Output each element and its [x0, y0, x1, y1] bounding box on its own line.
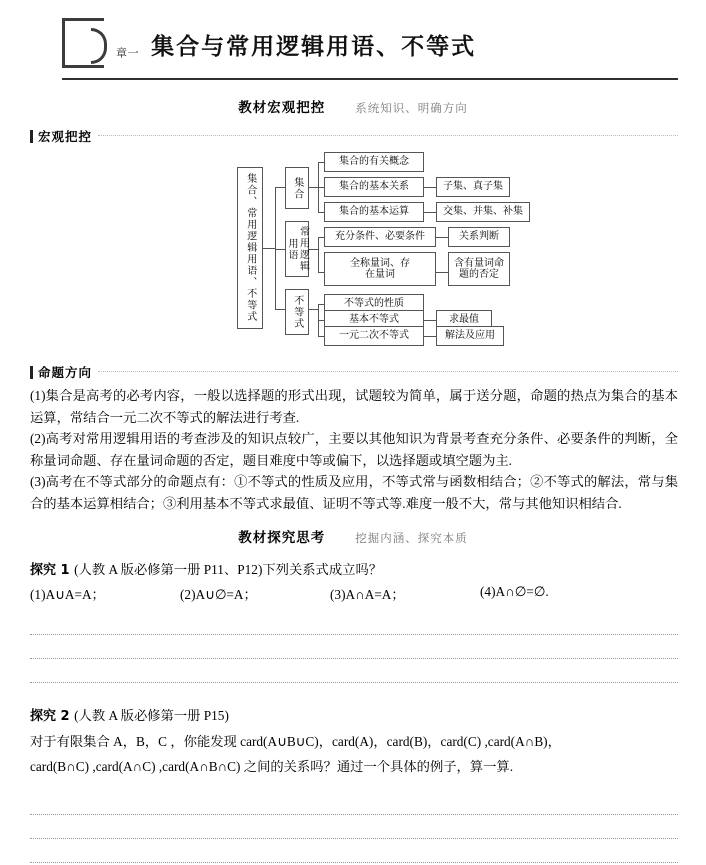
- chapter-badge-icon: [62, 18, 108, 70]
- tree-line: [275, 187, 276, 309]
- tree-subleaf-1-0: 关系判断: [448, 227, 510, 247]
- tree-line: [424, 187, 436, 188]
- tree-leaf-label: 全称量词、存在量词: [350, 257, 410, 280]
- tree-branch-node-2: 不等式: [285, 289, 309, 335]
- direction-paragraph-1: (1)集合是高考的必考内容，一般以选择题的形式出现，试题较为简单，属于送分题，命题的热点为集合的基本运算，常结合一元二次不等式的解法进行考查.: [30, 388, 678, 425]
- explore-1-title: [30, 559, 706, 578]
- banner-note: 挖掘内涵、探究本质: [355, 531, 468, 546]
- heading-dot-leader: [98, 134, 678, 136]
- tree-leaf-0-0: 集合的有关概念: [324, 152, 424, 172]
- explore-1-source: (人教 A 版必修第一册 P11、P12)下列关系式成立吗？: [74, 562, 383, 578]
- page-header: [0, 0, 706, 76]
- tree-root-node: 集合、常用逻辑用语、不等式: [237, 167, 263, 329]
- direction-paragraphs: [30, 385, 678, 514]
- banner-title: 教材宏观把控: [238, 100, 326, 116]
- page-title: 集合与常用逻辑用语、不等式: [151, 33, 477, 60]
- explore-2-title: [30, 705, 706, 724]
- direction-paragraph-2: (2)高考对常用逻辑用语的考查涉及的知识点较广，主要以其他知识为背景考查充分条件、必要条件的判断，全称量词命题、存在量词命题的否定，题目难度中等或偏下，以选择题或填空题为主.: [30, 431, 678, 468]
- explore-1-option-1: (1)A∪A=A；: [30, 587, 105, 603]
- answer-line[interactable]: [30, 611, 678, 635]
- header-divider: [62, 78, 678, 80]
- tree-line: [424, 336, 436, 337]
- explore-1-option-3: (3)A∩A=A；: [330, 587, 405, 603]
- tree-leaf-2-2: 一元二次不等式: [324, 326, 424, 346]
- tree-subleaf-1-1: [448, 252, 510, 286]
- tree-line: [318, 237, 319, 272]
- heading-label: 命题方向: [38, 365, 93, 380]
- banner-title: 教材探究思考: [238, 530, 326, 547]
- tree-branch-node-0: 集合: [285, 167, 309, 209]
- answer-line[interactable]: [30, 839, 678, 863]
- explore-1-label: 探究 1: [30, 563, 70, 579]
- answer-line[interactable]: [30, 659, 678, 683]
- tree-branch-node-1: 常用逻辑用语: [285, 221, 309, 277]
- tree-subleaf-0-1: 子集、真子集: [436, 177, 510, 197]
- heading-label: 宏观把控: [38, 129, 93, 144]
- chapter-number-label: 一 章: [114, 47, 139, 59]
- tree-line: [275, 309, 285, 310]
- tree-line: [275, 249, 285, 250]
- tree-subleaf-2-1: 求最值: [436, 310, 492, 330]
- tree-leaf-0-1: 集合的基本关系: [324, 177, 424, 197]
- tree-line: [263, 248, 275, 249]
- answer-line[interactable]: [30, 815, 678, 839]
- tree-line: [275, 187, 285, 188]
- tree-line: [309, 187, 318, 188]
- tree-line: [309, 309, 318, 310]
- heading-proposition-direction: [30, 363, 706, 381]
- heading-macro-control: [30, 127, 706, 145]
- answer-line[interactable]: [30, 635, 678, 659]
- explore-2-body-line-2: card(B∩C) ,card(A∩C) ,card(A∩B∩C) 之间的关系吗？通过一个具体的例子，算一算.: [30, 759, 514, 775]
- tree-leaf-1-1: [324, 252, 436, 286]
- direction-paragraph-3: (3)高考在不等式部分的命题点有：①不等式的性质及应用，不等式常与函数相结合；②不等式的解法，常与集合的基本运算相结合；③利用基本不等式求最值、证明不等式等.难度一般不大，常与其他知识相结合.: [30, 474, 678, 511]
- tree-leaf-0-2: 集合的基本运算: [324, 202, 424, 222]
- tree-leaf-2-1: 基本不等式: [324, 310, 424, 330]
- explore-2-body-line-1: 对于有限集合 A，B，C ，你能发现 card(A∪B∪C)，card(A)，card(B)，card(C) ,card(A∩B)，: [30, 734, 561, 750]
- explore-1-options: [30, 584, 678, 603]
- tree-subleaf-label: 含有量词命题的否定: [454, 257, 504, 280]
- heading-dot-leader: [98, 370, 678, 372]
- answer-line[interactable]: [30, 791, 678, 815]
- heading-bar-marker: [30, 366, 33, 379]
- explore-1-option-2: (2)A∪∅=A；: [180, 587, 257, 603]
- explore-2-answer-lines: [30, 791, 678, 863]
- explore-1-option-4: (4)A∩∅=∅.: [480, 584, 549, 600]
- section-banner-textbook-overview: [0, 96, 706, 117]
- tree-subleaf-2-2: 解法及应用: [436, 326, 504, 346]
- heading-bar-marker: [30, 130, 33, 143]
- explore-2-label: 探究 2: [30, 709, 70, 725]
- explore-1-answer-lines: [30, 611, 678, 683]
- explore-2-source: (人教 A 版必修第一册 P15): [74, 708, 229, 724]
- tree-line: [436, 272, 448, 273]
- tree-line: [309, 249, 318, 250]
- section-banner-textbook-inquiry: [0, 526, 706, 547]
- tree-line: [424, 320, 436, 321]
- tree-leaf-1-0: 充分条件、必要条件: [324, 227, 436, 247]
- knowledge-tree-diagram: [30, 149, 676, 349]
- tree-leaf-2-0: 不等式的性质: [324, 294, 424, 314]
- banner-note: 系统知识、明确方向: [355, 101, 468, 115]
- tree-line: [436, 237, 448, 238]
- tree-line: [424, 212, 436, 213]
- tree-subleaf-0-2: 交集、并集、补集: [436, 202, 530, 222]
